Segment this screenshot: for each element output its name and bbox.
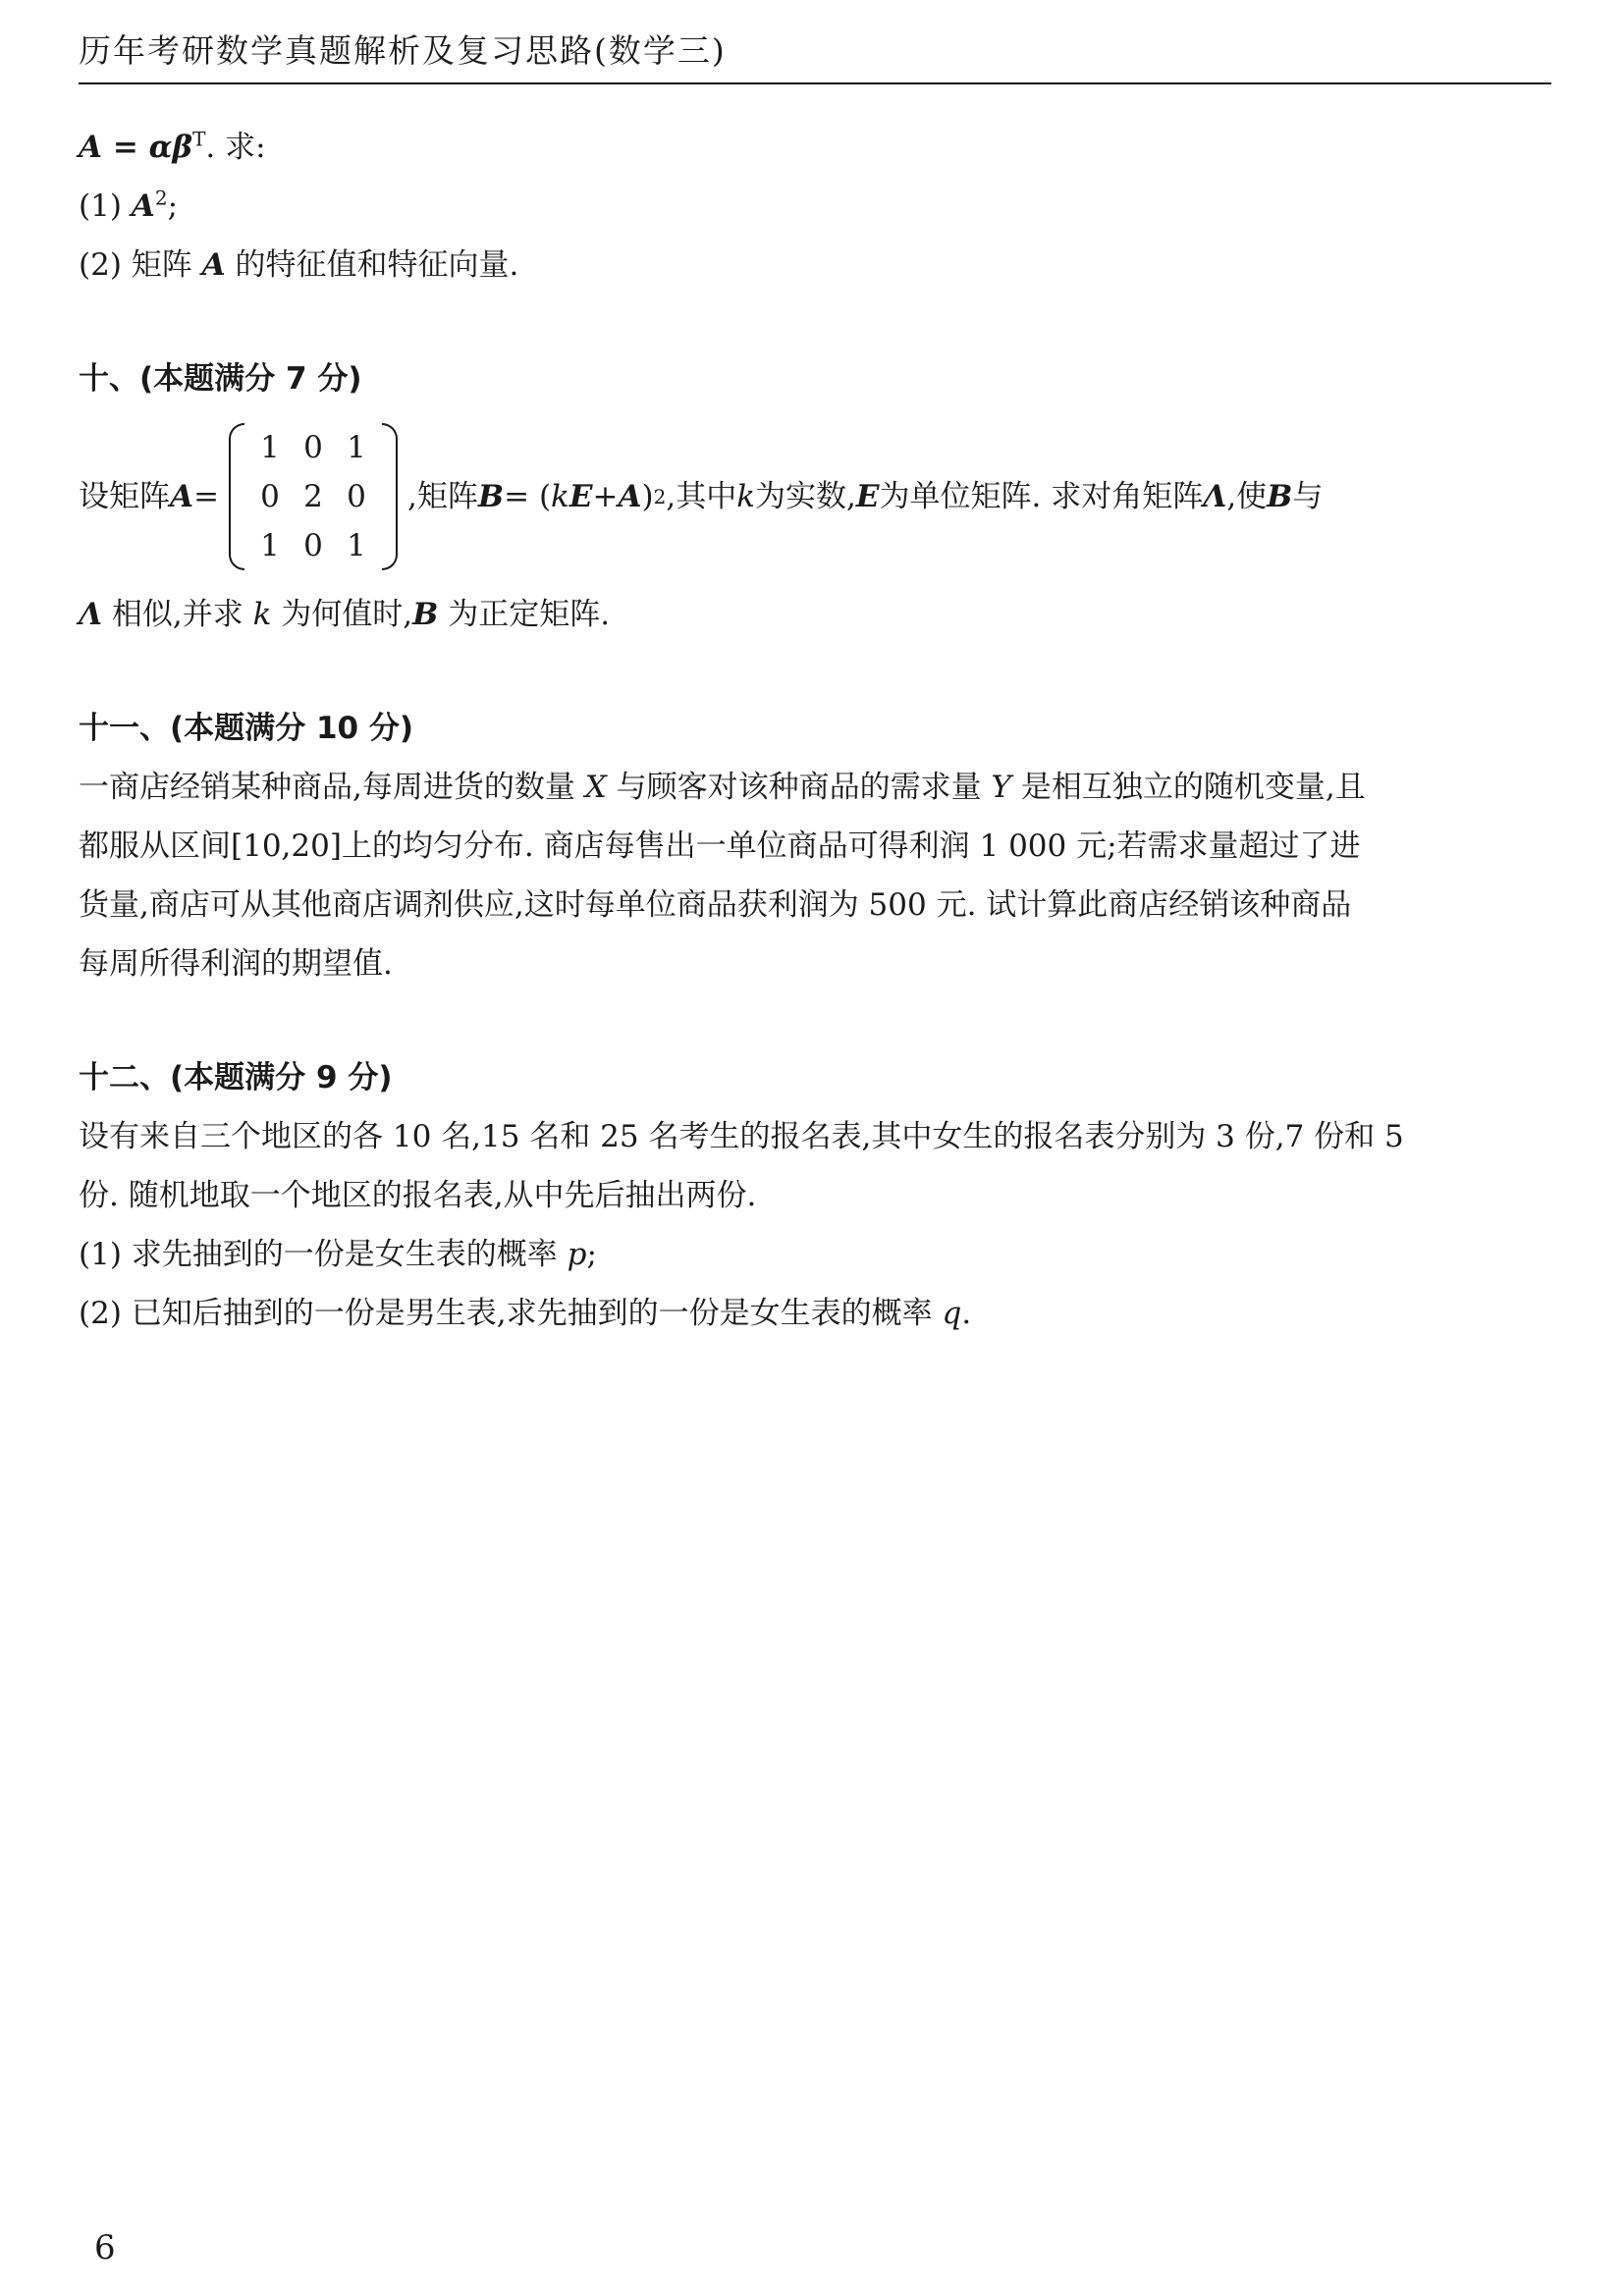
matrix-a (229, 423, 398, 570)
q10-b-def-k: k (551, 479, 569, 514)
matrix-left-paren (229, 423, 244, 570)
matrix-row (248, 472, 378, 521)
q10-rest-4: ,使 (1226, 479, 1268, 514)
q10-var-a: A (170, 479, 194, 514)
q10-e-var: E (855, 479, 880, 514)
matrix-cell: 0 (303, 430, 323, 465)
q9-item-1-prefix: (1) (79, 188, 132, 224)
q10-heading: 十、(本题满分 7 分) (79, 361, 362, 397)
running-header: 历年考研数学真题解析及复习思路(数学三) (79, 31, 727, 70)
matrix-row (248, 521, 378, 570)
matrix-cell: 0 (260, 479, 280, 514)
q11-line1-a: 一商店经销某种商品,每周进货的数量 (79, 770, 585, 805)
q10-line-1: 设矩阵 A = 1 0 1 0 2 0 1 0 1 ,矩阵 B = ( k E + A ) 2 ,其中 k 为实数, E 为单位矩阵. 求对角矩阵 Λ ,使 B 与 (79, 418, 1551, 575)
q9-lead-line (79, 118, 1551, 177)
q10-var-b: B (477, 479, 505, 514)
q10-b-def-a: A (618, 479, 642, 514)
q10-prefix: 设矩阵 (79, 479, 170, 514)
q10-b-def-close: ) (641, 479, 654, 514)
q12-item-2 (79, 1284, 1551, 1343)
q11-line-4: 每周所得利润的期望值. (79, 946, 393, 982)
q12-item-1 (79, 1225, 1551, 1284)
q11-heading: 十一、(本题满分 10 分) (79, 711, 414, 746)
matrix-cell: 0 (303, 528, 323, 563)
q10-k-var: k (736, 479, 756, 514)
q11-line1-b: 与顾客对该种商品的需求量 (606, 770, 992, 805)
q10-rest-2: 为实数, (755, 479, 856, 514)
matrix-cell: 1 (260, 528, 280, 563)
q9-lead-tail: . 求: (205, 130, 266, 165)
q10-rest-5: 与 (1292, 479, 1324, 514)
q10-b-var-2: B (1267, 479, 1293, 514)
q10-b-def-open: = ( (504, 479, 552, 514)
q10-line2-k: k (252, 597, 272, 632)
q9-item-1 (79, 177, 1551, 236)
q10-after-matrix: ,矩阵 (407, 479, 478, 514)
matrix-a-table (248, 423, 378, 570)
q12-var-q: q (942, 1296, 962, 1331)
q12-item-1-tail: ; (586, 1237, 597, 1272)
q10-lambda-var: Λ (1203, 479, 1227, 514)
q11-line-2: 都服从区间[10,20]上的均匀分布. 商店每售出一单位商品可得利润 1 000 元;若需求量超过了进 (79, 828, 1361, 864)
q12-item-2-tail: . (961, 1296, 972, 1331)
q10-line2-b: 为何值时, (271, 597, 413, 632)
q9-item-2-var: A (201, 247, 226, 283)
matrix-cell: 1 (347, 528, 366, 563)
q11-line-3: 货量,商店可从其他商店调剂供应,这时每单位商品获利润为 500 元. 试计算此商店经销该种商品 (79, 887, 1352, 923)
q9-formula: A = αβ (79, 130, 193, 165)
q9-item-2-tail: 的特征值和特征向量. (225, 247, 519, 283)
q9-item-2 (79, 236, 1551, 294)
q12-item-2-text: (2) 已知后抽到的一份是男生表,求先抽到的一份是女生表的概率 (79, 1296, 943, 1331)
q9-item-1-sup: 2 (154, 186, 168, 210)
q11-var-x: X (584, 770, 607, 805)
q10-b-def-plus: + (592, 479, 619, 514)
matrix-right-paren (382, 423, 398, 570)
page-number: 6 (94, 2228, 116, 2268)
header-rule (79, 82, 1551, 84)
q10-b-def-e: E (568, 479, 593, 514)
q12-item-1-text: (1) 求先抽到的一份是女生表的概率 (79, 1237, 568, 1272)
q12-line-2: 份. 随机地取一个地区的报名表,从中先后抽出两份. (79, 1178, 757, 1213)
q9-formula-sup: T (192, 127, 206, 151)
q10-rest-3: 为单位矩阵. 求对角矩阵 (879, 479, 1204, 514)
q10-line2-c: 为正定矩阵. (438, 597, 611, 632)
q10-line2-a: 相似,并求 (102, 597, 253, 632)
q10-line2-lambda: Λ (79, 597, 103, 632)
page-content (79, 118, 1551, 1343)
matrix-cell: 0 (347, 479, 366, 514)
matrix-cell: 1 (260, 430, 280, 465)
q9-item-1-tail: ; (167, 188, 179, 224)
matrix-cell: 2 (303, 479, 323, 514)
matrix-row (248, 423, 378, 472)
q10-eq: = (193, 479, 220, 514)
q10-line-2 (79, 585, 1551, 644)
q11-var-y: Y (991, 770, 1011, 805)
q11-line-1 (79, 758, 1551, 817)
q12-var-p: p (567, 1237, 587, 1272)
q11-line1-c: 是相互独立的随机变量,且 (1010, 770, 1366, 805)
matrix-cell: 1 (347, 430, 366, 465)
q12-line-1: 设有来自三个地区的各 10 名,15 名和 25 名考生的报名表,其中女生的报名表分别为 3 份,7 份和 5 (79, 1119, 1404, 1154)
q9-item-1-var: A (131, 188, 155, 224)
q12-heading: 十二、(本题满分 9 分) (79, 1060, 393, 1095)
q9-item-2-prefix: (2) 矩阵 (79, 247, 202, 283)
q10-line2-bvar: B (412, 597, 439, 632)
q10-rest-1: ,其中 (666, 479, 737, 514)
